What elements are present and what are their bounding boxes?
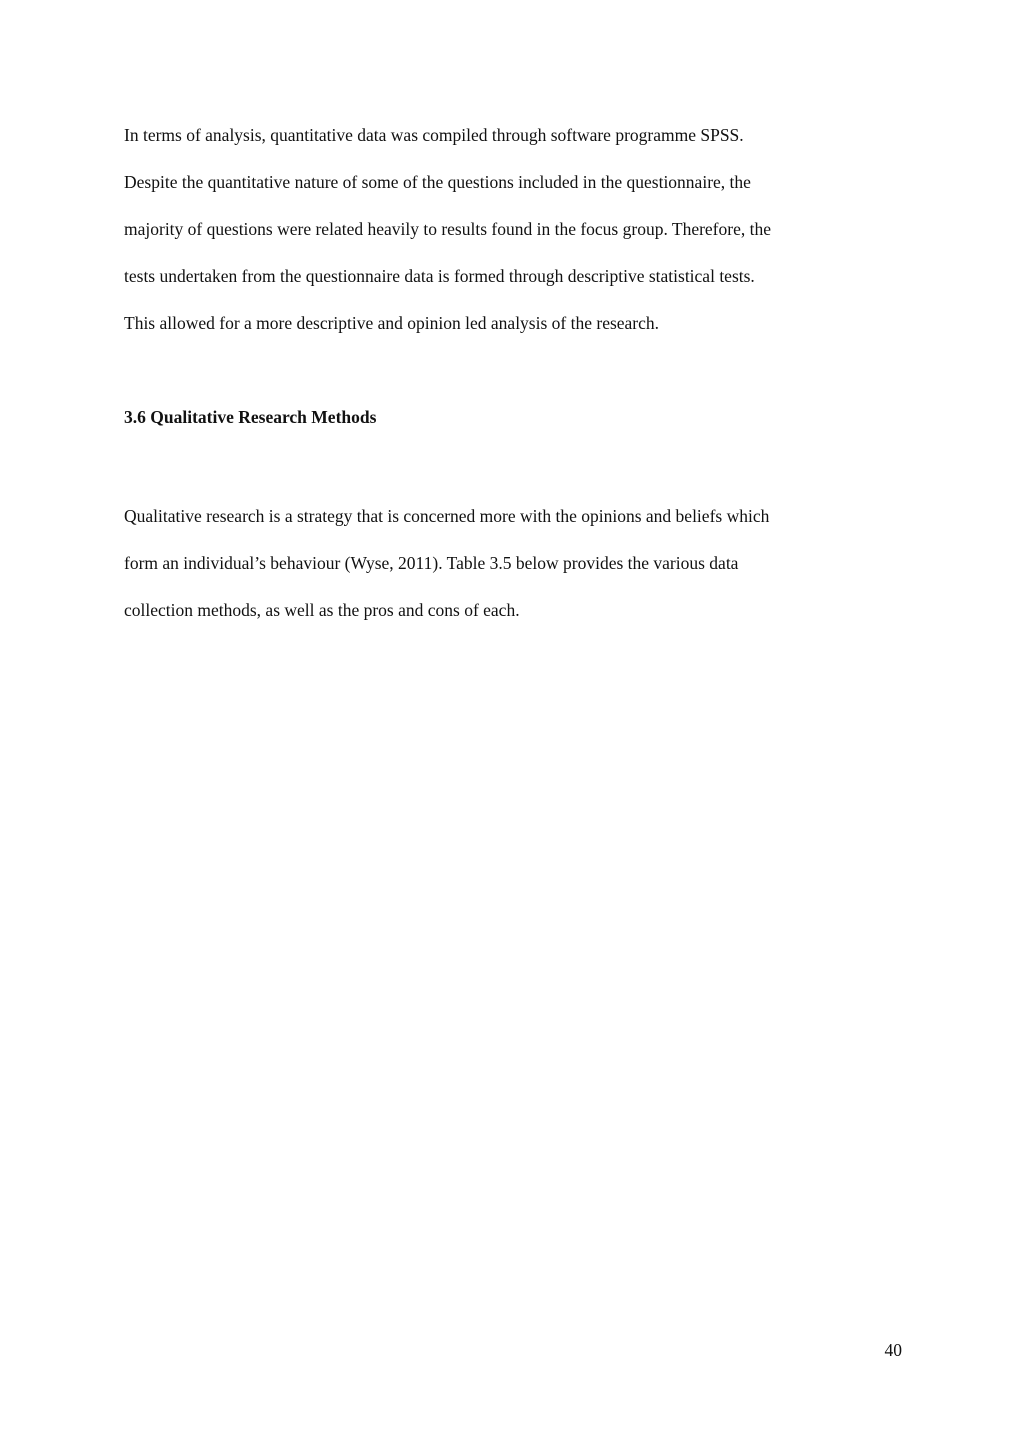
paragraph-line: majority of questions were related heavily to results found in the focus group. Therefore, the — [124, 219, 771, 239]
paragraph-line: form an individual’s behaviour (Wyse, 2011). Table 3.5 below provides the various data — [124, 553, 739, 573]
paragraph-line: In terms of analysis, quantitative data was compiled through software programme SPSS. — [124, 125, 744, 145]
qualitative-paragraph — [124, 493, 894, 634]
paragraph-line: Despite the quantitative nature of some of the questions included in the questionnaire, the — [124, 172, 751, 192]
page-number: 40 — [884, 1340, 902, 1360]
paragraph-line: This allowed for a more descriptive and opinion led analysis of the research. — [124, 313, 660, 333]
section-heading: 3.6 Qualitative Research Methods — [124, 407, 377, 427]
paragraph-line: tests undertaken from the questionnaire data is formed through descriptive statistical tests. — [124, 266, 755, 286]
paragraph-line: Qualitative research is a strategy that is concerned more with the opinions and beliefs which — [124, 506, 770, 526]
analysis-paragraph — [124, 112, 894, 347]
paragraph-line: collection methods, as well as the pros and cons of each. — [124, 600, 520, 620]
